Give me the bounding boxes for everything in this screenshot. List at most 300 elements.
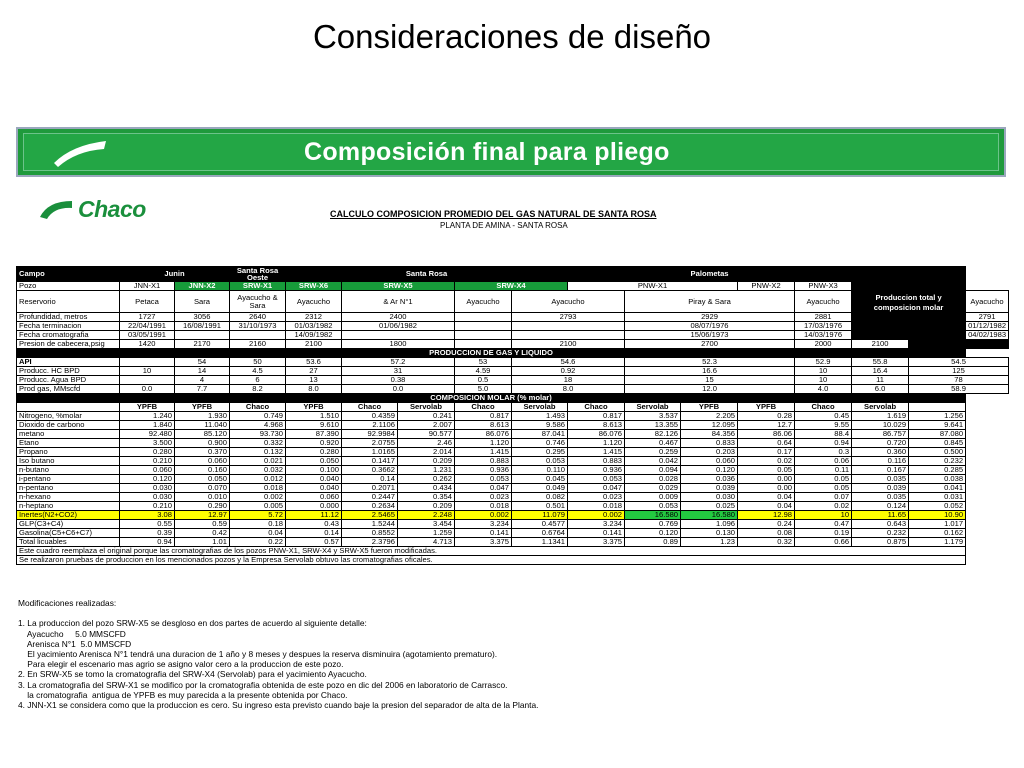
cell bbox=[909, 340, 1009, 349]
cell: PNW-X2 bbox=[738, 282, 795, 291]
cell: 0.162 bbox=[909, 529, 966, 538]
cell: 1.510 bbox=[286, 412, 342, 421]
logo-text: Chaco bbox=[78, 196, 146, 222]
cell: 0.4577 bbox=[512, 520, 568, 529]
cell: 1.840 bbox=[120, 421, 175, 430]
cell: 4.0 bbox=[795, 385, 852, 394]
cell: Chaco bbox=[342, 403, 398, 412]
row-label: Dioxido de carbono bbox=[17, 421, 120, 430]
cell: 125 bbox=[909, 367, 1009, 376]
cell: 0.241 bbox=[398, 412, 455, 421]
section-produccion: PRODUCCION DE GAS Y LIQUIDO bbox=[17, 349, 966, 358]
cell: 0.936 bbox=[568, 466, 625, 475]
cell: 0.05 bbox=[795, 475, 852, 484]
composition-row bbox=[17, 439, 1009, 448]
cell: 78 bbox=[909, 376, 1009, 385]
cell: 3056 bbox=[175, 313, 230, 322]
cell bbox=[17, 403, 120, 412]
cell: 5.0 bbox=[455, 385, 512, 394]
cell: 31 bbox=[342, 367, 455, 376]
cell: 2.5465 bbox=[342, 511, 398, 520]
cell: 58.9 bbox=[909, 385, 1009, 394]
cell: 16/08/1991 bbox=[175, 322, 230, 331]
cell: 0.6764 bbox=[512, 529, 568, 538]
cell: 0.116 bbox=[852, 457, 909, 466]
cell: 0.209 bbox=[398, 457, 455, 466]
cell: Servolab bbox=[398, 403, 455, 412]
cell: 12.0 bbox=[625, 385, 795, 394]
glp-row bbox=[17, 520, 1009, 529]
cell: SRW-X1 bbox=[230, 282, 286, 291]
cell bbox=[909, 403, 966, 412]
cell: 2.0755 bbox=[342, 439, 398, 448]
cell: 0.120 bbox=[681, 466, 738, 475]
cell: 0.24 bbox=[738, 520, 795, 529]
cell: 11.65 bbox=[852, 511, 909, 520]
cell: 10.029 bbox=[852, 421, 909, 430]
cell: 0.000 bbox=[286, 502, 342, 511]
cell: 0.060 bbox=[120, 466, 175, 475]
cell: 0.19 bbox=[795, 529, 852, 538]
cell: 03/05/1991 bbox=[120, 331, 175, 340]
cell: 0.028 bbox=[625, 475, 681, 484]
cell: Chaco bbox=[795, 403, 852, 412]
row-label: Inertes(N2+CO2) bbox=[17, 511, 120, 520]
cell: 53 bbox=[455, 358, 512, 367]
cell: 0.06 bbox=[795, 457, 852, 466]
cell: 50 bbox=[230, 358, 286, 367]
cell: 1.240 bbox=[120, 412, 175, 421]
cell: 01/06/1982 bbox=[342, 322, 455, 331]
cell: 0.769 bbox=[625, 520, 681, 529]
cell: 3.234 bbox=[568, 520, 625, 529]
footnote-row bbox=[17, 547, 1009, 556]
cell: 0.141 bbox=[568, 529, 625, 538]
cell: 0.167 bbox=[852, 466, 909, 475]
cell: 0.28 bbox=[738, 412, 795, 421]
hc-row bbox=[17, 367, 1009, 376]
cell: 1.096 bbox=[681, 520, 738, 529]
composition-table bbox=[16, 266, 1009, 565]
cell: 0.746 bbox=[512, 439, 568, 448]
cell: 0.035 bbox=[852, 493, 909, 502]
cell: 0.010 bbox=[175, 493, 230, 502]
cell: 2793 bbox=[512, 313, 625, 322]
cell: Ayacucho bbox=[795, 291, 852, 313]
cell: 0.92 bbox=[512, 367, 625, 376]
cell: 0.817 bbox=[455, 412, 512, 421]
cell: 0.0 bbox=[342, 385, 455, 394]
cell: 4.713 bbox=[398, 538, 455, 547]
cell bbox=[120, 376, 175, 385]
agua-row bbox=[17, 376, 1009, 385]
cell: Ayacucho bbox=[286, 291, 342, 313]
cell: Ayacucho bbox=[455, 291, 512, 313]
cell: 0.021 bbox=[230, 457, 286, 466]
cell: 0.039 bbox=[681, 484, 738, 493]
cell: 2700 bbox=[625, 340, 795, 349]
cell: 0.2071 bbox=[342, 484, 398, 493]
cell: 12.97 bbox=[175, 511, 230, 520]
row-label: i-pentano bbox=[17, 475, 120, 484]
cell: 7.7 bbox=[175, 385, 230, 394]
cell: Ayacucho bbox=[512, 291, 625, 313]
cell: 0.060 bbox=[286, 493, 342, 502]
section-composicion-row bbox=[17, 394, 1009, 403]
cell: 0.43 bbox=[286, 520, 342, 529]
cell: 0.018 bbox=[568, 502, 625, 511]
cell: 0.00 bbox=[738, 484, 795, 493]
cell: 1.0165 bbox=[342, 448, 398, 457]
cell: 0.203 bbox=[681, 448, 738, 457]
cell: 4.968 bbox=[230, 421, 286, 430]
cell: 0.0 bbox=[120, 385, 175, 394]
cell: 01/12/1982 bbox=[966, 322, 1009, 331]
cell: 1.930 bbox=[175, 412, 230, 421]
cell: 16.4 bbox=[852, 367, 909, 376]
cell: 82.126 bbox=[625, 430, 681, 439]
cell: 0.42 bbox=[175, 529, 230, 538]
cell: Fecha cromatografia bbox=[17, 331, 120, 340]
cell: 0.053 bbox=[512, 457, 568, 466]
cell: 17/03/1976 bbox=[795, 322, 852, 331]
note-line: 3. La cromatografia del SRW-X1 se modifico por la cromatografia obtenida de este pozo en dic del 2006 en laboratorio de Carrasco. bbox=[18, 679, 508, 690]
cell: SRW-X4 bbox=[455, 282, 568, 291]
cell: Petaca bbox=[120, 291, 175, 313]
cell: 0.833 bbox=[681, 439, 738, 448]
cell: 15/06/1973 bbox=[625, 331, 795, 340]
cell: 2.007 bbox=[398, 421, 455, 430]
cell: 0.94 bbox=[795, 439, 852, 448]
cell: 6 bbox=[230, 376, 286, 385]
cell: 12.7 bbox=[738, 421, 795, 430]
cell: YPFB bbox=[681, 403, 738, 412]
cell: 0.002 bbox=[230, 493, 286, 502]
cell: 11.040 bbox=[175, 421, 230, 430]
gasolina-row bbox=[17, 529, 1009, 538]
cell: Chaco bbox=[230, 403, 286, 412]
cell: 0.332 bbox=[230, 439, 286, 448]
cell: 0.08 bbox=[738, 529, 795, 538]
cell: 0.354 bbox=[398, 493, 455, 502]
cell: 0.360 bbox=[852, 448, 909, 457]
note-line: Ayacucho 5.0 MMSCFD bbox=[18, 628, 126, 639]
cell: 87.080 bbox=[909, 430, 966, 439]
cell: 16.580 bbox=[681, 511, 738, 520]
cell: 0.64 bbox=[738, 439, 795, 448]
row-label: n-pentano bbox=[17, 484, 120, 493]
cell: 10 bbox=[795, 367, 852, 376]
cell: 3.375 bbox=[455, 538, 512, 547]
cell: 0.209 bbox=[398, 502, 455, 511]
cell: 0.2634 bbox=[342, 502, 398, 511]
cell: 1.259 bbox=[398, 529, 455, 538]
cell: 9.641 bbox=[909, 421, 966, 430]
cell: 0.47 bbox=[795, 520, 852, 529]
cell: 0.035 bbox=[852, 475, 909, 484]
cell: 57.2 bbox=[342, 358, 455, 367]
cell bbox=[455, 313, 512, 322]
cell: 0.280 bbox=[286, 448, 342, 457]
note-line: la cromatografia antigua de YPFB es muy parecida a la presente obtenida por Chaco. bbox=[18, 689, 348, 700]
cell: 8.613 bbox=[568, 421, 625, 430]
cell: 4.59 bbox=[455, 367, 512, 376]
cell: Fecha terminacion bbox=[17, 322, 120, 331]
cell: 0.040 bbox=[286, 475, 342, 484]
h-campo: Campo bbox=[17, 267, 120, 282]
cell: 0.040 bbox=[286, 484, 342, 493]
cell: Servolab bbox=[625, 403, 681, 412]
cell: Reservorio bbox=[17, 291, 120, 313]
cell: 0.936 bbox=[455, 466, 512, 475]
row-label: Nitrogeno, %molar bbox=[17, 412, 120, 421]
composition-row bbox=[17, 466, 1009, 475]
cell: 0.160 bbox=[175, 466, 230, 475]
cell: YPFB bbox=[120, 403, 175, 412]
gas-row bbox=[17, 385, 1009, 394]
note-line: Arenisca N°1 5.0 MMSCFD bbox=[18, 638, 132, 649]
cell: 93.730 bbox=[230, 430, 286, 439]
cell: 0.030 bbox=[120, 484, 175, 493]
banner-title: Composición final para pliego bbox=[304, 138, 670, 166]
cell: 0.370 bbox=[175, 448, 230, 457]
note-line: 4. JNN-X1 se considera como que la produccion es cero. Su ingreso esta previsto cuando baje la presion del separador de alta de la Planta. bbox=[18, 700, 539, 711]
cell: 15 bbox=[625, 376, 795, 385]
cell: 2000 bbox=[795, 340, 852, 349]
header-campo-row bbox=[17, 267, 1009, 282]
swoosh-icon bbox=[50, 137, 110, 169]
cell: 0.036 bbox=[681, 475, 738, 484]
cell: 1.120 bbox=[455, 439, 512, 448]
cell: 18 bbox=[512, 376, 625, 385]
cell: 0.39 bbox=[120, 529, 175, 538]
doc-title: CALCULO COMPOSICION PROMEDIO DEL GAS NATURAL DE SANTA ROSA bbox=[330, 209, 657, 219]
title-banner bbox=[16, 127, 1006, 177]
chaco-logo-icon bbox=[38, 199, 74, 221]
cell: 0.030 bbox=[120, 493, 175, 502]
cell: 0.55 bbox=[120, 520, 175, 529]
cell: 3.375 bbox=[568, 538, 625, 547]
cell: 0.2447 bbox=[342, 493, 398, 502]
cell: 0.720 bbox=[852, 439, 909, 448]
note-line: El yacimiento Arenisca N°1 tendrá una duracion de 1 año y 8 meses y despues la reserva disminuira (agotamiento prematuro). bbox=[18, 649, 498, 660]
cell: 10.90 bbox=[909, 511, 966, 520]
h-sro: Santa Rosa Oeste bbox=[230, 267, 286, 282]
composition-row bbox=[17, 448, 1009, 457]
row-label: Etano bbox=[17, 439, 120, 448]
cell: Producc. Agua BPD bbox=[17, 376, 120, 385]
cell: SRW-X6 bbox=[286, 282, 342, 291]
cell: 08/07/1976 bbox=[625, 322, 795, 331]
composition-row bbox=[17, 412, 1009, 421]
cell: 0.02 bbox=[738, 457, 795, 466]
cell: 0.3 bbox=[795, 448, 852, 457]
cell: 0.501 bbox=[512, 502, 568, 511]
row-label: n-heptano bbox=[17, 502, 120, 511]
cell: 0.120 bbox=[625, 529, 681, 538]
cell: 54.6 bbox=[512, 358, 625, 367]
cell: 0.047 bbox=[455, 484, 512, 493]
cell: 0.22 bbox=[230, 538, 286, 547]
cell: 0.023 bbox=[455, 493, 512, 502]
cell: 0.038 bbox=[909, 475, 966, 484]
cell: 0.042 bbox=[625, 457, 681, 466]
cell: 0.210 bbox=[120, 457, 175, 466]
section-composicion: COMPOSICION MOLAR (% molar) bbox=[17, 394, 966, 403]
cell: 0.262 bbox=[398, 475, 455, 484]
cell: 2312 bbox=[286, 313, 342, 322]
cell: 16.580 bbox=[625, 511, 681, 520]
row-label: Gasolina(C5+C6+C7) bbox=[17, 529, 120, 538]
cell: 12.095 bbox=[681, 421, 738, 430]
cell: 86.757 bbox=[852, 430, 909, 439]
cell: 14/03/1976 bbox=[795, 331, 852, 340]
cell: 86.076 bbox=[568, 430, 625, 439]
cell: 0.005 bbox=[230, 502, 286, 511]
cell: 2.248 bbox=[398, 511, 455, 520]
cell: 0.082 bbox=[512, 493, 568, 502]
cell: 14 bbox=[175, 367, 230, 376]
cell: 0.023 bbox=[568, 493, 625, 502]
cell: 0.232 bbox=[852, 529, 909, 538]
cell: 0.89 bbox=[625, 538, 681, 547]
licuables-row bbox=[17, 538, 1009, 547]
cell: 2929 bbox=[625, 313, 795, 322]
cell: 0.030 bbox=[681, 493, 738, 502]
cell: 85.120 bbox=[175, 430, 230, 439]
cell: 0.3662 bbox=[342, 466, 398, 475]
cell: Servolab bbox=[852, 403, 909, 412]
cell: 0.031 bbox=[909, 493, 966, 502]
cell: 0.029 bbox=[625, 484, 681, 493]
cell: 0.053 bbox=[455, 475, 512, 484]
cell: 0.053 bbox=[625, 502, 681, 511]
cell: 0.94 bbox=[120, 538, 175, 547]
cell: 0.032 bbox=[230, 466, 286, 475]
cell: 0.070 bbox=[175, 484, 230, 493]
cell: 2100 bbox=[286, 340, 342, 349]
cell: API bbox=[17, 358, 120, 367]
cell: 2.205 bbox=[681, 412, 738, 421]
cell: Chaco bbox=[568, 403, 625, 412]
cell: 0.295 bbox=[512, 448, 568, 457]
cell: 04/02/1983 bbox=[966, 331, 1009, 340]
cell: 11.079 bbox=[512, 511, 568, 520]
cell: 52.3 bbox=[625, 358, 795, 367]
cell: 11.12 bbox=[286, 511, 342, 520]
cell: 0.38 bbox=[342, 376, 455, 385]
cell: Sara bbox=[175, 291, 230, 313]
cell: YPFB bbox=[738, 403, 795, 412]
cell: 0.05 bbox=[795, 484, 852, 493]
note-line bbox=[18, 608, 539, 618]
slide-title: Consideraciones de diseño bbox=[312, 18, 712, 55]
cell: 0.59 bbox=[175, 520, 230, 529]
cell: 92.480 bbox=[120, 430, 175, 439]
cell: 11 bbox=[852, 376, 909, 385]
cell: 0.041 bbox=[909, 484, 966, 493]
cell: 0.259 bbox=[625, 448, 681, 457]
cell: 0.434 bbox=[398, 484, 455, 493]
modification-notes bbox=[18, 598, 539, 710]
footnote-2: Se realizaron pruebas de produccion en los mencionados pozos y la Empresa Servolab obtuvo las cromatografias oficales. bbox=[17, 556, 966, 565]
cell: 0.4359 bbox=[342, 412, 398, 421]
cell: 14/09/1982 bbox=[286, 331, 342, 340]
cell: 0.130 bbox=[681, 529, 738, 538]
cell bbox=[230, 331, 286, 340]
cell: 0.883 bbox=[455, 457, 512, 466]
composition-rows bbox=[17, 412, 1009, 547]
cell: 3.500 bbox=[120, 439, 175, 448]
cell: 0.643 bbox=[852, 520, 909, 529]
cell: 0.047 bbox=[568, 484, 625, 493]
cell bbox=[512, 331, 625, 340]
inertes-row bbox=[17, 511, 1009, 520]
cell: Prod gas, MMscfd bbox=[17, 385, 120, 394]
cell: 0.500 bbox=[909, 448, 966, 457]
cell: 0.100 bbox=[286, 466, 342, 475]
note-line: 1. La produccion del pozo SRW-X5 se desgloso en dos partes de acuerdo al siguiente detalle: bbox=[18, 618, 367, 629]
note-line: Para elegir el escenario mas agrio se asigno valor cero a la produccion de este pozo. bbox=[18, 659, 344, 670]
cell: 86.06 bbox=[738, 430, 795, 439]
api-row bbox=[17, 358, 1009, 367]
cell: 2.014 bbox=[398, 448, 455, 457]
cell: 1.120 bbox=[568, 439, 625, 448]
cell: 84.356 bbox=[681, 430, 738, 439]
cell: 2.46 bbox=[398, 439, 455, 448]
cell: 2100 bbox=[852, 340, 909, 349]
cell: 0.290 bbox=[175, 502, 230, 511]
cell: 2170 bbox=[175, 340, 230, 349]
cell: 0.002 bbox=[455, 511, 512, 520]
cell: 0.45 bbox=[795, 412, 852, 421]
cell: 0.018 bbox=[230, 484, 286, 493]
cell: 90.577 bbox=[398, 430, 455, 439]
cell: 0.053 bbox=[568, 475, 625, 484]
cell: 16.6 bbox=[625, 367, 795, 376]
composition-row bbox=[17, 457, 1009, 466]
h-santa-rosa: Santa Rosa bbox=[286, 267, 568, 282]
cell: 0.817 bbox=[568, 412, 625, 421]
cell: 0.009 bbox=[625, 493, 681, 502]
cell: 0.920 bbox=[286, 439, 342, 448]
cell: 0.210 bbox=[120, 502, 175, 511]
cell: Piray & Sara bbox=[625, 291, 795, 313]
cell: & Ar N°1 bbox=[342, 291, 455, 313]
cell: 0.07 bbox=[795, 493, 852, 502]
cell: 3.08 bbox=[120, 511, 175, 520]
row-label: Propano bbox=[17, 448, 120, 457]
cell: 3.454 bbox=[398, 520, 455, 529]
composition-row bbox=[17, 502, 1009, 511]
cell: 0.11 bbox=[795, 466, 852, 475]
cell: 12.98 bbox=[738, 511, 795, 520]
cell: 0.32 bbox=[738, 538, 795, 547]
cell: 4.5 bbox=[230, 367, 286, 376]
cell: 0.1417 bbox=[342, 457, 398, 466]
cell: 22/04/1991 bbox=[120, 322, 175, 331]
cell: Producc. HC BPD bbox=[17, 367, 120, 376]
cell: 6.0 bbox=[852, 385, 909, 394]
cell: 9.586 bbox=[512, 421, 568, 430]
cell: 0.02 bbox=[795, 502, 852, 511]
cell: 0.120 bbox=[120, 475, 175, 484]
cell: 0.467 bbox=[625, 439, 681, 448]
cell: 0.060 bbox=[681, 457, 738, 466]
cell: 0.045 bbox=[512, 475, 568, 484]
cell: PNW-X1 bbox=[568, 282, 738, 291]
cell: 0.110 bbox=[512, 466, 568, 475]
